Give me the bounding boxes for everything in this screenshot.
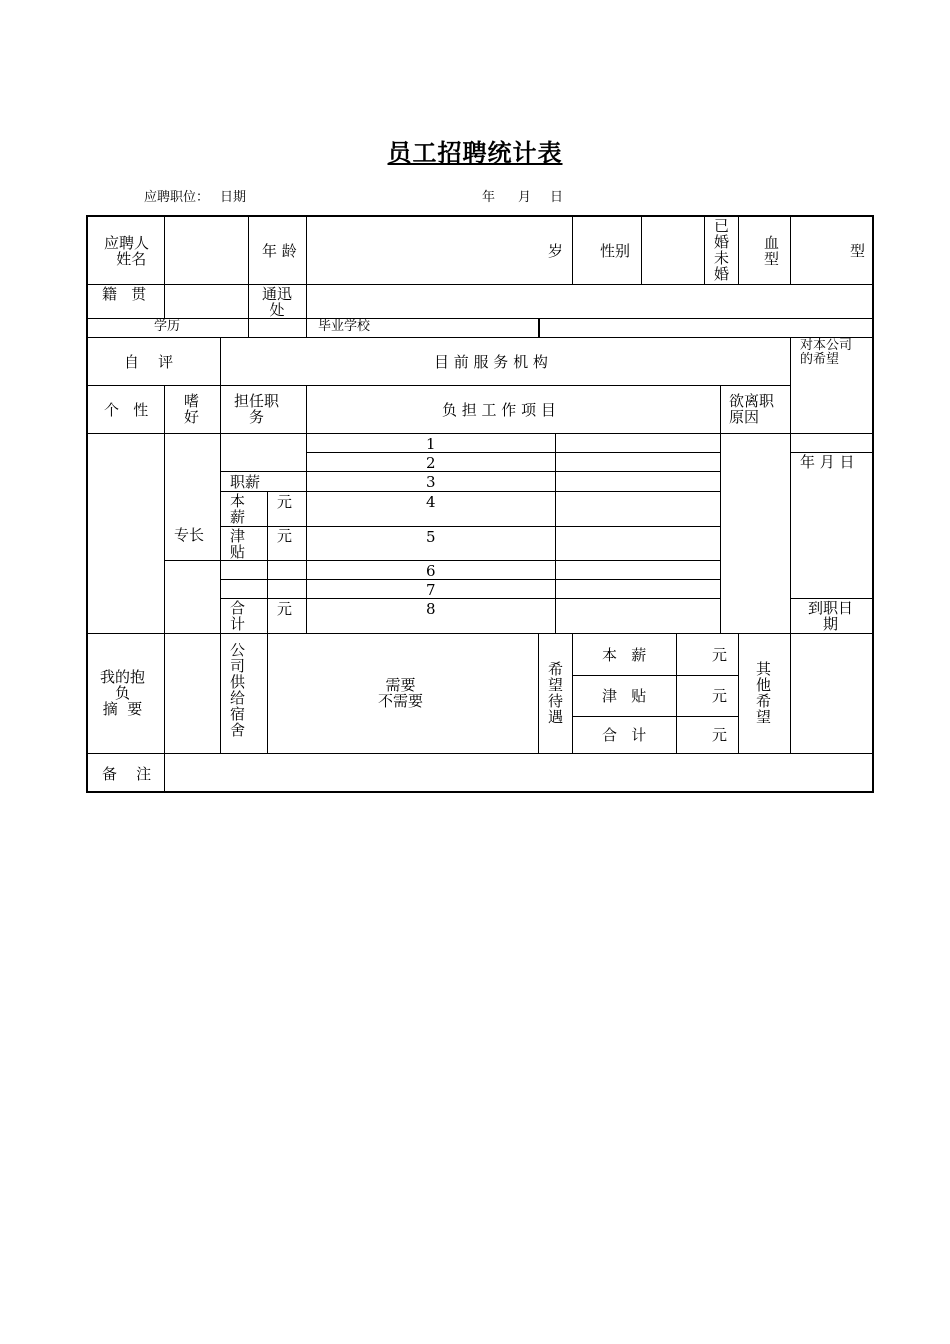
grid-line: [538, 633, 539, 753]
applicant-name-label: 应聘人 姓名: [104, 234, 150, 268]
grid-line: [538, 318, 540, 337]
need-options: 需要 不需要: [378, 676, 424, 710]
hope-company-label: 对本公司 的希望: [800, 338, 853, 367]
grid-line: [306, 385, 307, 633]
expected-base-label: 本 薪: [602, 646, 647, 664]
grid-line: [572, 675, 738, 676]
work-number: 5: [426, 528, 436, 546]
self-eval-label: 自 评: [124, 353, 174, 371]
month-label: 月: [518, 190, 532, 205]
grid-line: [790, 337, 791, 633]
yuan-unit: 元: [712, 646, 728, 664]
yuan-unit: 元: [712, 726, 728, 744]
grid-line: [267, 633, 268, 753]
marital-status-label: 已 婚 未 婚: [714, 217, 730, 283]
dormitory-label: 公 司 供 给 宿 舍: [230, 641, 246, 739]
work-number: 7: [426, 581, 436, 599]
remarks-label: 备 注: [102, 765, 152, 783]
work-number: 2: [426, 454, 436, 472]
other-hopes-label: 其 他 希 望: [756, 660, 772, 726]
age-unit: 岁: [548, 242, 564, 260]
grid-line: [704, 215, 705, 284]
grid-line: [306, 215, 307, 337]
grid-line: [86, 633, 874, 634]
ymd-label: 年 月 日: [800, 453, 855, 471]
work-number: 8: [426, 600, 436, 618]
grid-line: [164, 385, 165, 633]
grid-line: [790, 215, 791, 284]
grid-line: [307, 452, 720, 453]
work-number: 3: [426, 473, 436, 491]
hobby-label: 嗜 好: [184, 392, 200, 426]
grid-line: [641, 215, 642, 284]
grid-line: [572, 716, 738, 717]
expected-total-label: 合 计: [602, 726, 647, 744]
grid-line: [86, 433, 874, 434]
grid-line: [221, 526, 720, 527]
grid-line: [86, 337, 874, 338]
grid-line: [164, 215, 165, 318]
start-date-label: 到职日 期: [808, 599, 854, 633]
grid-line: [86, 753, 874, 754]
grid-line: [790, 633, 791, 753]
allowance-label: 津 贴: [230, 527, 246, 561]
total-label: 合 计: [230, 599, 246, 633]
work-number: 4: [426, 493, 436, 511]
grid-line: [572, 633, 573, 753]
grid-line: [572, 215, 573, 284]
leave-reason-label: 欲离职 原因: [729, 392, 775, 426]
grid-line: [720, 385, 721, 633]
work-number: 6: [426, 562, 436, 580]
work-number: 1: [426, 435, 436, 453]
salary-label: 职薪: [230, 473, 261, 491]
yuan-unit: 元: [277, 493, 293, 511]
grid-line: [221, 579, 720, 580]
ambition-label: 我的抱 负 摘 要: [100, 668, 146, 718]
date-label: 日期: [220, 190, 247, 205]
expected-allowance-label: 津 贴: [602, 687, 647, 705]
page-title: 员工招聘统计表: [387, 138, 563, 167]
grid-line: [555, 433, 556, 633]
education-label: 学历: [154, 319, 181, 334]
current-org-label: 目 前 服 务 机 构: [434, 353, 548, 371]
day-label: 日: [550, 190, 564, 205]
grid-line: [86, 385, 790, 386]
blood-type-label: 血 型: [764, 234, 780, 268]
school-label: 毕业学校: [318, 319, 371, 334]
grid-line: [86, 318, 874, 319]
personality-label: 个 性: [104, 401, 149, 419]
grid-line: [676, 633, 677, 753]
yuan-unit: 元: [712, 687, 728, 705]
specialty-label: 专长: [174, 526, 205, 544]
age-label: 年 龄: [262, 242, 297, 260]
blood-type-suffix: 型: [850, 242, 866, 260]
grid-line: [738, 215, 739, 284]
yuan-unit: 元: [277, 527, 293, 545]
grid-line: [267, 491, 268, 633]
grid-line: [221, 491, 720, 492]
grid-line: [221, 471, 720, 472]
year-label: 年: [482, 190, 496, 205]
yuan-unit: 元: [277, 600, 293, 618]
native-place-label: 籍 贯: [102, 285, 147, 303]
address-label: 通迅 处: [262, 285, 293, 319]
work-items-label: 负 担 工 作 项 目: [442, 401, 556, 419]
position-held-label: 担任职 务: [234, 392, 280, 426]
grid-line: [221, 598, 720, 599]
expected-treatment-label: 希 望 待 遇: [548, 660, 564, 726]
position-label: 应聘职位：: [144, 190, 210, 205]
grid-line: [220, 337, 221, 385]
gender-label: 性别: [600, 242, 631, 260]
base-salary-label: 本 薪: [230, 492, 246, 526]
grid-line: [164, 633, 165, 793]
grid-line: [165, 560, 720, 561]
grid-line: [86, 284, 874, 285]
grid-line: [220, 385, 221, 633]
grid-line: [248, 215, 249, 337]
grid-line: [738, 633, 739, 753]
grid-line: [220, 633, 221, 753]
